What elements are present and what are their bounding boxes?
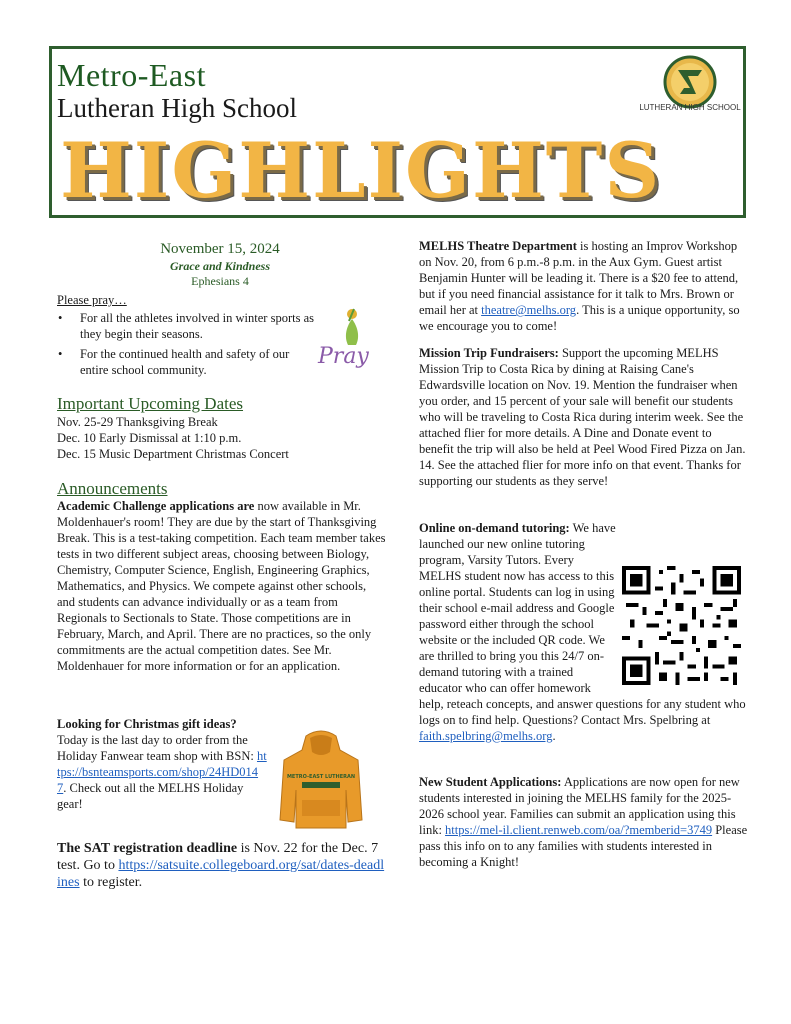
gift-ideas-paragraph (57, 716, 267, 812)
date-item: Dec. 15 Music Department Christmas Concert (57, 447, 289, 461)
sat-paragraph (57, 840, 387, 891)
date-item: Nov. 25-29 Thanksgiving Break (57, 415, 218, 429)
new-student-paragraph (419, 774, 749, 870)
announcements-heading: Announcements (57, 479, 168, 498)
date-item: Dec. 10 Early Dismissal at 1:10 p.m. (57, 431, 242, 445)
school-name-line1: Metro-East (57, 57, 206, 93)
school-name-line2: Lutheran High School (57, 93, 297, 123)
bible-verse: Ephesians 4 (191, 274, 249, 288)
new-student-text: Applications are now open for new students interested in joining the MELHS family for the 2025-2026 school year. Families can submit an application using this link: (419, 775, 740, 837)
theatre-email-link[interactable]: theatre@melhs.org (481, 303, 577, 317)
logo-caption: LUTHERAN HIGH SCHOOL (639, 103, 741, 112)
prayer-item-text: For the continued health and safety of our entire school community. (80, 347, 290, 377)
gift-ideas-title: Looking for Christmas gift ideas? (57, 717, 237, 731)
qr-code-image[interactable] (622, 566, 741, 685)
theatre-text-end: . This is a unique opportunity, so we encourage you to come! (419, 303, 740, 333)
mission-trip-title: Mission Trip Fundraisers: (419, 346, 559, 360)
hoodie-text: METRO-EAST LUTHERAN (286, 774, 356, 780)
theatre-paragraph (419, 238, 749, 334)
mission-trip-text: Support the upcoming MELHS Mission Trip to Costa Rica by dining at Raising Cane's Edwardsville location on Nov. 19. Mention the fundraiser when you order, and 15 percent of your sale will benefit our students who will be traveling to Costa Rica during interim week. See the attached flier for more details. A Dine and Donate event to benefit the trip will also be held at Peel Wood Fired Pizza on Jan. 14. See the attached flier for more info on that event. Thanks for supporting our students as they serve! (419, 346, 746, 488)
prayer-item: • For all the athletes involved in winter sports as they begin their seasons. (58, 311, 314, 341)
issue-date: November 15, 2024 (160, 241, 280, 257)
sat-link[interactable]: https://satsuite.collegeboard.org/sat/dates-deadlines (57, 858, 385, 890)
sat-text-end: to register. (79, 875, 143, 890)
gift-ideas-text: Today is the last day to order from the Holiday Fanwear team shop with BSN: (57, 733, 257, 763)
prayer-intro: Please pray… (57, 293, 127, 307)
gift-ideas-text-end: . Check out all the MELHS Holiday gear! (57, 781, 244, 811)
academic-challenge-text: now available in Mr. Moldenhauer's room! They are due by the start of Thanksgiving Break. This is a test-taking competition. Each team member takes tests in two different subject areas, choosing between Biology, Chemistry, Computer Science, English, Engineering Graphics, Mathematics, and Physics. We compete against other schools, and students can advance individually or as a team from Regionals to Sectionals to State. Those competitions are in February, March, and April. There are no practices, so the only commitments are the actual competition dates. See Mr. Moldenhauer for more information or for an application. (57, 499, 386, 673)
dates-heading: Important Upcoming Dates (57, 394, 244, 413)
theatre-title: MELHS Theatre Department (419, 239, 577, 253)
issue-theme: Grace and Kindness (169, 259, 270, 273)
pray-image-text: Pray (318, 344, 369, 369)
new-student-text-end: Please pass this info on to any families with students interested in becoming a Knight! (419, 823, 748, 869)
hoodie-image (278, 730, 364, 830)
prayer-item: • For the continued health and safety of our entire school community. (58, 347, 290, 377)
tutoring-text: We have launched our new online tutoring program, Varsity Tutors. Every MELHS student now has access to this online portal. Students can log in using their school e-mail address and Google password either through the school website or the included QR code. We are thrilled to bring you this 24/7 on-demand tutoring with a trained educator who can offer homework help, reteach concepts, and answer questions for any student who logs on to find help. Questions? Contact Mrs. Spelbring at (419, 521, 746, 727)
tutoring-title: Online on-demand tutoring: (419, 521, 570, 535)
sat-text: is Nov. 22 for the Dec. 7 test. Go to (57, 841, 379, 873)
pray-illustration (316, 305, 376, 370)
application-link[interactable]: https://mel-il.client.renweb.com/oa/?memberid=3749 (445, 823, 713, 837)
team-shop-link[interactable]: https://bsnteamsports.com/shop/24HD0147 (57, 749, 267, 795)
tutoring-text-end: . (552, 729, 556, 743)
newsletter-title: HIGHLIGHTS (60, 126, 662, 215)
sat-title: The SAT registration deadline (57, 841, 238, 856)
prayer-item-text: For all the athletes involved in winter sports as they begin their seasons. (80, 311, 314, 341)
mission-trip-paragraph (419, 345, 749, 489)
new-student-title: New Student Applications: (419, 775, 562, 789)
tutoring-email-link[interactable]: faith.spelbring@melhs.org (419, 729, 553, 743)
academic-challenge-paragraph (57, 498, 387, 674)
academic-challenge-title: Academic Challenge applications are (57, 499, 255, 513)
theatre-text: is hosting an Improv Workshop on Nov. 20, from 6 p.m.-8 p.m. in the Aux Gym. Guest artist Benjamin Hunter will be leading it. There is a $20 fee to attend, but if you need financial assistance for it talk to Mrs. Brown or email her at (419, 239, 739, 317)
